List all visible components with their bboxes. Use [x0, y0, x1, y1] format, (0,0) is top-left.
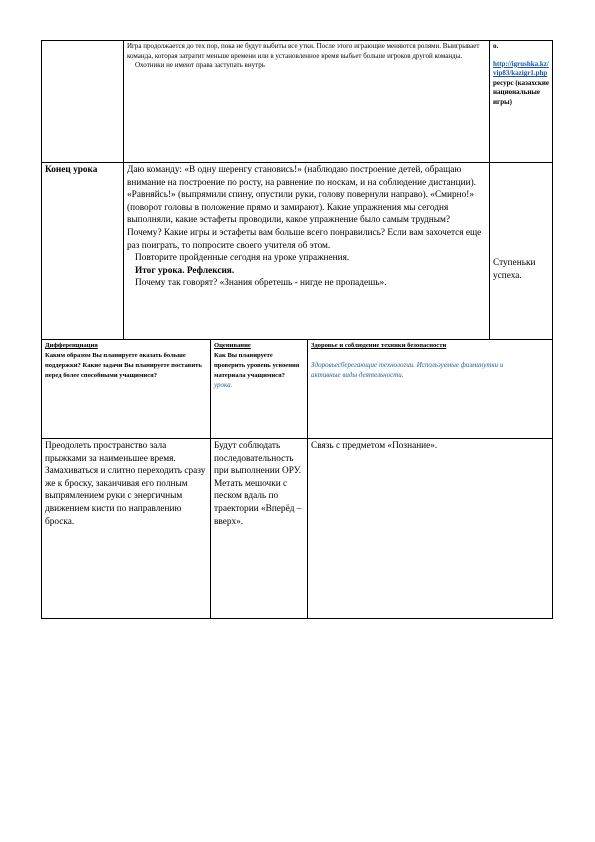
table-row	[42, 340, 553, 439]
differentiation-header-cell	[42, 340, 211, 439]
column-title: Оценивание	[214, 342, 251, 349]
activity-heading: Итог урока. Рефлексия.	[135, 265, 235, 276]
column-description: Каким образом Вы планируете оказать больше поддержки? Какие задачи Вы планируете поставить перед более способными учащимися?	[45, 352, 202, 379]
resource-prefix: о.	[493, 42, 499, 50]
table-row	[42, 41, 553, 163]
assessment-header-cell	[211, 340, 308, 439]
column-extra: урока.	[214, 381, 233, 389]
cell-text: Преодолеть пространство зала прыжками за наименьшее время.	[45, 441, 176, 464]
column-title: Здоровье и соблюдение техники безопасности	[311, 342, 447, 349]
planning-table	[41, 339, 553, 619]
table-row	[42, 439, 553, 619]
column-description: Как Вы планируете проверить уровень усвоения материала учащимися?	[214, 352, 300, 379]
activity-text: Повторите пройденные сегодня на уроке упражнения.	[135, 253, 350, 264]
differentiation-cell	[42, 439, 211, 619]
activity-text: Охотники не имеют права заступать внутрь	[135, 61, 265, 70]
table-row	[42, 163, 553, 340]
resource-link[interactable]: http://igrushka.kz/vip83/kazigr1.php	[493, 59, 549, 78]
health-cell: Связь с предметом «Познание».	[308, 439, 553, 619]
activity-text: Игра продолжается до тех пор, пока не будут выбиты все утки. После этого играющие меняются ролями. Выигрывает команда, которая затратит меньше времени или в установленное время выбьет больше игроков другой команды.	[127, 42, 480, 60]
health-header-cell	[308, 340, 553, 439]
cell-text: Будут соблюдать последовательность при выполнении ОРУ.	[214, 441, 302, 477]
cell-text: Замахиваться и слитно переходить сразу же к броску, заканчивая его полным выпрямлением руки с энергичным движением кисти по направлению броска.	[45, 466, 206, 527]
activity-cell	[124, 41, 490, 163]
lesson-table	[41, 40, 553, 340]
activity-cell	[124, 163, 490, 340]
cell-text: Метать мешочки с песком вдаль по траектории «Вперёд – вверх».	[214, 478, 302, 527]
activity-text: Даю команду: «В одну шеренгу становись!» (наблюдаю построение детей, обращаю внимание на построение по росту, на равнение по носкам, и на соблюдение дистанции). «Равняйсь!» (выпрямили спину, опустили руки, голову повернули направо). «Смирно!» (поворот головы в положение прямо и замирают). Какие упражнения мы сегодня выполняли, какие эстафеты проводили, какое упражнение было самым трудным? Почему? Какие игры и эстафеты вам больше всего понравились? Если вам захочется еще раз поиграть, то попросите своего учителя об этом.	[127, 165, 482, 251]
resource-cell: Ступеньки успеха.	[490, 163, 553, 340]
column-description: Здоровьесберегающие технологии. Используемые физминутки и активные виды деятельности.	[311, 361, 504, 379]
column-title: Дифференциация	[45, 342, 98, 349]
resource-cell	[490, 41, 553, 163]
stage-cell: Конец урока	[42, 163, 124, 340]
assessment-cell	[211, 439, 308, 619]
resource-note: ресурс (казахские национальные игры)	[493, 78, 549, 106]
stage-cell	[42, 41, 124, 163]
activity-text: Почему так говорят? «Знания обретешь - нигде не пропадешь».	[135, 278, 387, 289]
